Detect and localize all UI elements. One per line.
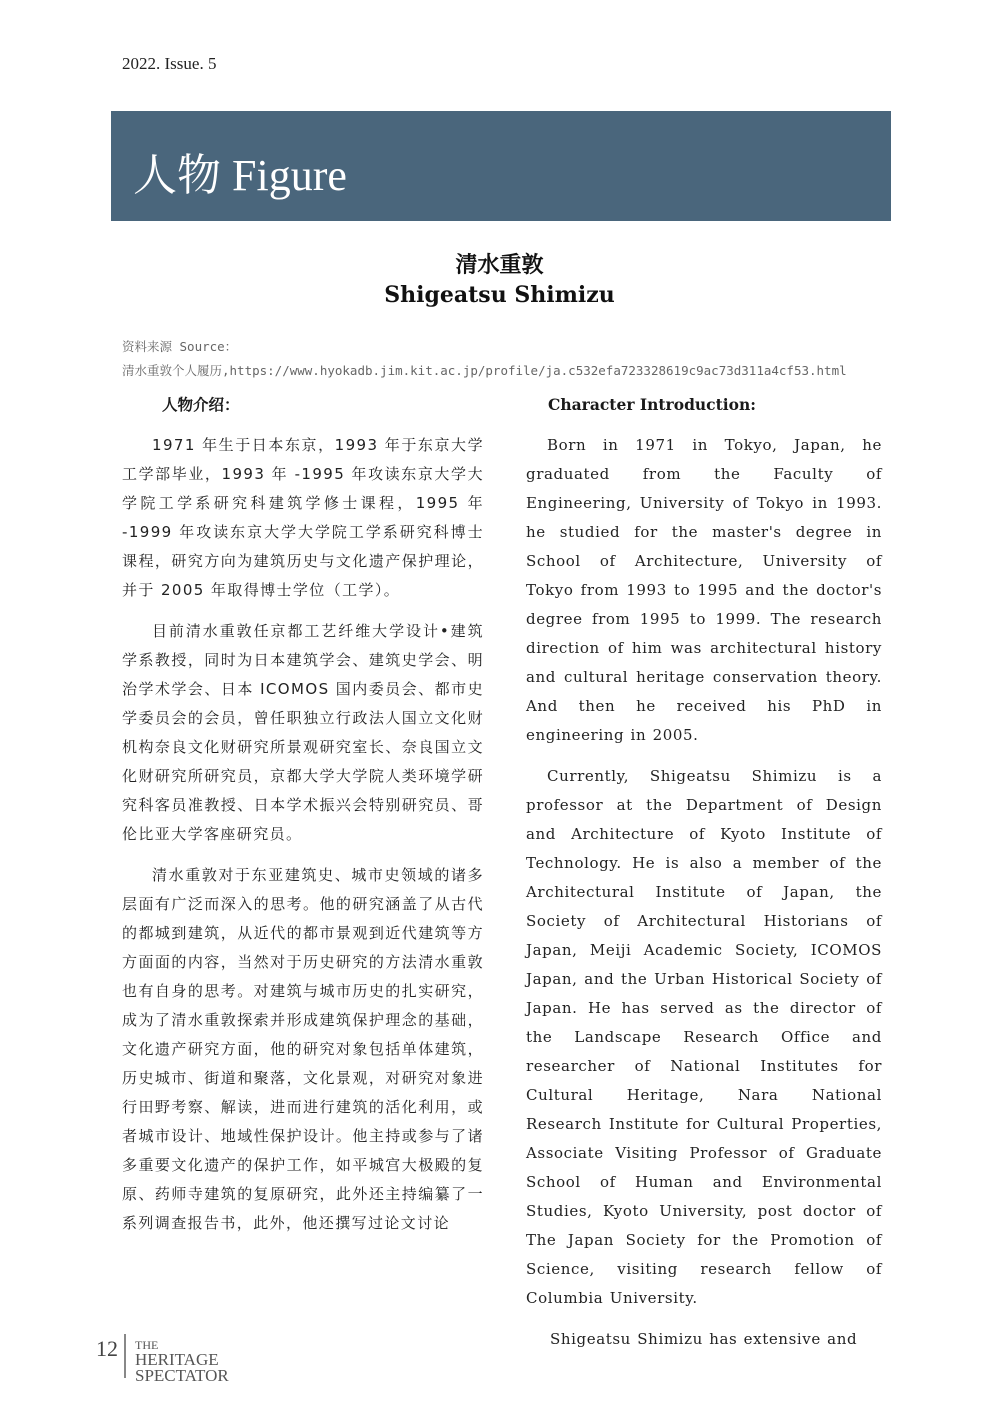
source-block: [122, 335, 847, 383]
section-banner: [111, 111, 891, 221]
logo-line-the: THE: [135, 1338, 159, 1352]
english-paragraph: Shigeatsu Shimizu has extensive and: [550, 1330, 858, 1348]
journal-logo: [135, 1338, 229, 1384]
issue-label: 2022. Issue. 5: [122, 54, 217, 73]
chinese-paragraph: 清水重敦对于东亚建筑史、城市史领域的诸多层面有广泛而深入的思考。他的研究涵盖了从古代的都城到建筑，从近代的都市景观到近代建筑等方方面面的内容，当然对于历史研究的方法清水重敦也有自身的思考。对建筑与城市历史的扎实研究，成为了清水重敦探索并形成建筑保护理念的基础，文化遗产研究方面，他的研究对象包括单体建筑，历史城市、街道和聚落，文化景观，对研究对象进行田野考察、解读，进而进行建筑的活化利用，或者城市设计、地域性保护设计。他主持或参与了诸多重要文化遗产的保护工作，如平城宫大极殿的复原、药师寺建筑的复原研究，此外还主持编纂了一系列调查报告书，此外，他还撰写过论文讨论: [122, 866, 484, 1232]
english-paragraph: Born in 1971 in Tokyo, Japan, he graduated from the Faculty of Engineering, University of Tokyo in 1993. he studied for the master's degree in School of Architecture, University of Tokyo from 1993 to 1995 and the doctor's degree from 1995 to 1999. The research direction of him was architectural history and cultural heritage conservation theory. And then he received his PhD in engineering in 2005.: [526, 436, 882, 744]
chinese-column: [122, 393, 484, 1250]
person-name-chinese: 清水重敦: [455, 253, 544, 278]
source-text: 清水重敦个人履历,https://www.hyokadb.jim.kit.ac.jp/profile/ja.c532efa723328619c9ac73d311a4cf53.html: [122, 363, 847, 378]
english-heading: Character Introduction:: [548, 395, 756, 414]
chinese-paragraph: 目前清水重敦任京都工艺纤维大学设计•建筑学系教授，同时为日本建筑学会、建筑史学会、明治学术学会、日本 ICOMOS 国内委员会、都市史学委员会的会员，曾任职独立行政法人国立文化财机构奈良文化财研究所景观研究室长、奈良国立文化财研究所研究员，京都大学大学院人类环境学研究科客员准教授、日本学术振兴会特别研究员、哥伦比亚大学客座研究员。: [122, 622, 484, 843]
english-column: [526, 393, 882, 1366]
section-title: 人物 Figure: [133, 151, 347, 200]
page-footer: [96, 1334, 229, 1385]
footer-divider: [124, 1334, 126, 1378]
chinese-paragraph: 1971 年生于日本东京，1993 年于东京大学工学部毕业，1993 年 -1995 年攻读东京大学大学院工学系研究科建筑学修士课程，1995 年 -1999 年攻读东京大学大学院工学系研究科博士课程，研究方向为建筑历史与文化遗产保护理论，并于 2005 年取得博士学位（工学）。: [122, 436, 484, 599]
logo-line-spectator: SPECTATOR: [135, 1366, 229, 1385]
logo-line-heritage: HERITAGE: [135, 1350, 219, 1369]
person-name-english: Shigeatsu Shimizu: [384, 282, 615, 308]
english-paragraph: Currently, Shigeatsu Shimizu is a professor at the Department of Design and Architecture of Kyoto Institute of Technology. He is also a member of the Architectural Institute of Japan, the Society of Architectural Historians of Japan, Meiji Academic Society, ICOMOS Japan, and the Urban Historical Society of Japan. He has served as the director of the Landscape Research Office and researcher of National Institutes for Cultural Heritage, Nara National Research Institute for Cultural Properties, Associate Visiting Professor of Graduate School of Human and Environmental Studies, Kyoto University, post doctor of The Japan Society for the Promotion of Science, visiting research fellow of Columbia University.: [526, 767, 882, 1307]
chinese-heading: 人物介绍：: [162, 396, 240, 414]
page-number: 12: [96, 1336, 118, 1361]
source-label: 资料来源 Source：: [122, 339, 238, 354]
